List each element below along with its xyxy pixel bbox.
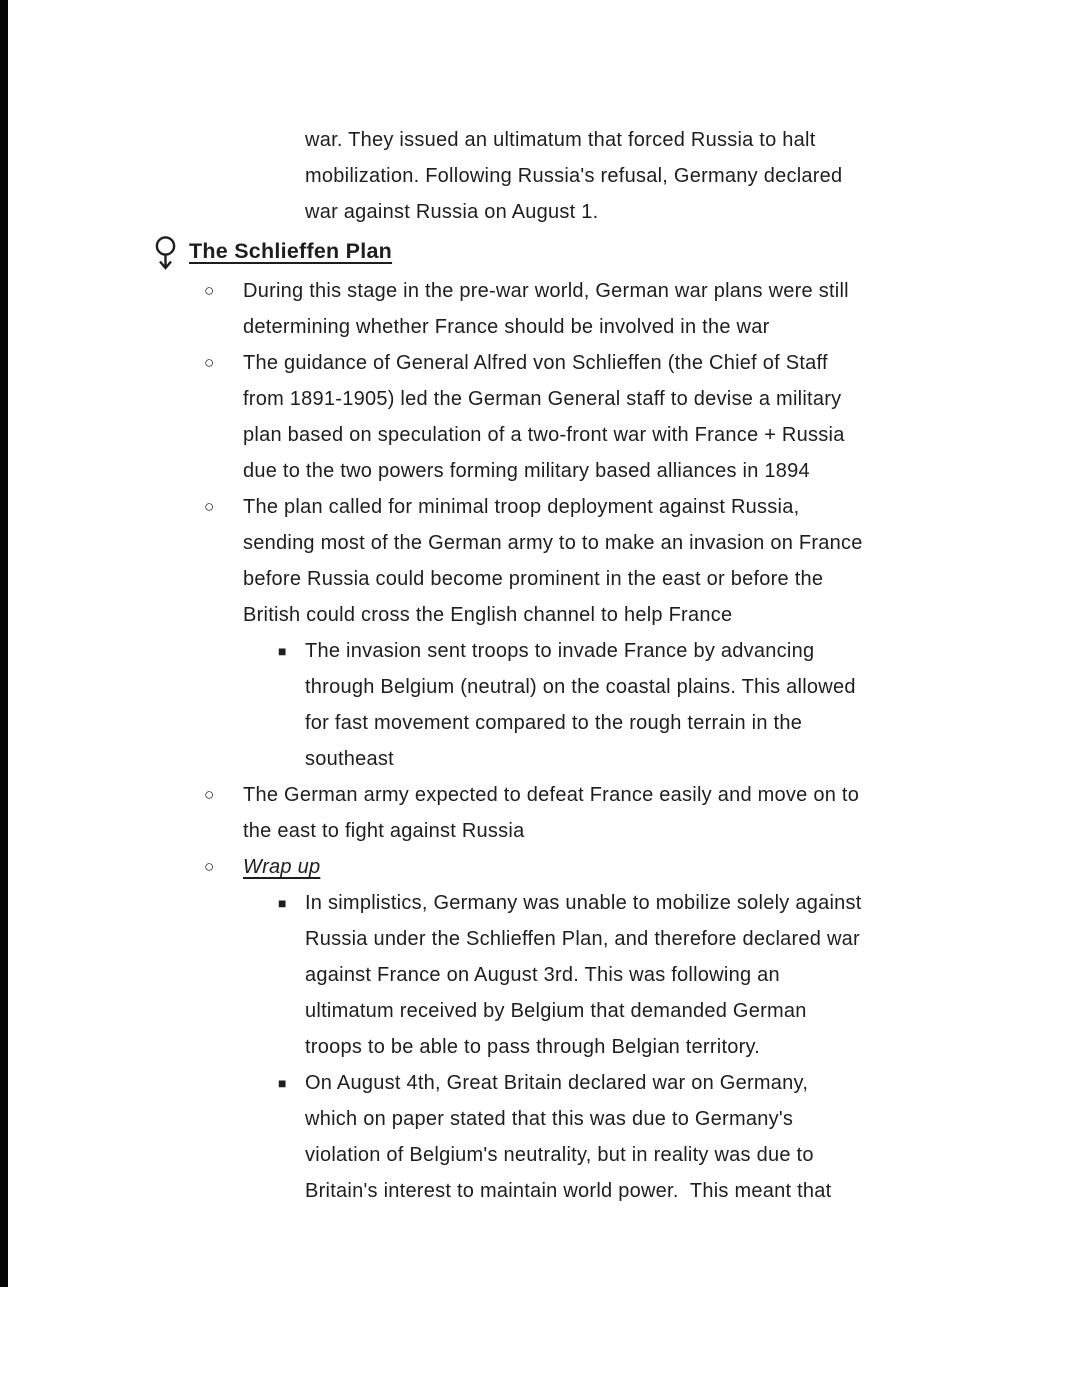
square-bullet-marker: ■ [278,643,287,659]
text-line: In simplistics, Germany was unable to mobilize solely against [305,892,862,914]
list-item [0,1065,1080,1209]
text-line: through Belgium (neutral) on the coastal plains. This allowed [305,676,856,698]
text-line: On August 4th, Great Britain declared war on Germany, [305,1072,809,1094]
text-line: against France on August 3rd. This was following an [305,964,780,986]
text-line: from 1891-1905) led the German General staff to devise a military [243,388,842,410]
text-line: The invasion sent troops to invade France by advancing [305,640,815,662]
list-item-text [243,345,1080,489]
text-line: southeast [305,748,394,770]
circle-bullet-marker: ○ [204,785,215,804]
square-bullet-marker: ■ [278,1075,287,1091]
list-item-text [305,1065,1080,1209]
text-line: British could cross the English channel to help France [243,604,733,626]
circle-bullet-marker: ○ [204,857,215,876]
text-line: Russia under the Schlieffen Plan, and therefore declared war [305,928,860,950]
text-line: for fast movement compared to the rough terrain in the [305,712,803,734]
list-item [0,633,1080,777]
text-line: Britain's interest to maintain world power. This meant that [305,1180,832,1202]
list-item-text [305,885,1080,1065]
section-heading: The Schlieffen Plan [189,239,393,263]
text-line: before Russia could become prominent in the east or before the [243,568,824,590]
square-bullet-marker: ■ [278,895,287,911]
circle-down-arrow-icon [154,233,177,271]
list-item-text [243,489,1080,633]
list-item-text [243,777,1080,849]
section-heading-row [154,233,1080,271]
text-line: mobilization. Following Russia's refusal, Germany declared [305,165,843,187]
text-line: The plan called for minimal troop deployment against Russia, [243,496,800,518]
text-line: which on paper stated that this was due to Germany's [305,1108,794,1130]
text-line: due to the two powers forming military based alliances in 1894 [243,460,810,482]
list-item-text [243,273,1080,345]
list-item [0,489,1080,633]
text-line: violation of Belgium's neutrality, but in reality was due to [305,1144,814,1166]
list-item [0,273,1080,345]
text-line: war. They issued an ultimatum that forced Russia to halt [305,129,816,151]
text-line: During this stage in the pre-war world, German war plans were still [243,280,849,302]
bullet-list [0,273,1080,1209]
list-item [0,849,1080,885]
text-line: troops to be able to pass through Belgian territory. [305,1036,761,1058]
list-item [0,885,1080,1065]
text-line: ultimatum received by Belgium that demanded German [305,1000,807,1022]
document-page [0,122,1080,1209]
circle-bullet-marker: ○ [204,353,215,372]
list-item [0,777,1080,849]
list-item [0,345,1080,489]
text-line: determining whether France should be involved in the war [243,316,770,338]
text-line: plan based on speculation of a two-front war with France + Russia [243,424,845,446]
text-line: war against Russia on August 1. [305,201,599,223]
text-line: the east to fight against Russia [243,820,525,842]
circle-bullet-marker: ○ [204,281,215,300]
intro-paragraph [305,122,1080,230]
text-line: The German army expected to defeat France easily and move on to [243,784,860,806]
list-item-text [243,849,1080,885]
text-line: sending most of the German army to to make an invasion on France [243,532,863,554]
list-item-text [305,633,1080,777]
text-line: Wrap up [243,856,321,878]
text-line: The guidance of General Alfred von Schlieffen (the Chief of Staff [243,352,828,374]
circle-bullet-marker: ○ [204,497,215,516]
